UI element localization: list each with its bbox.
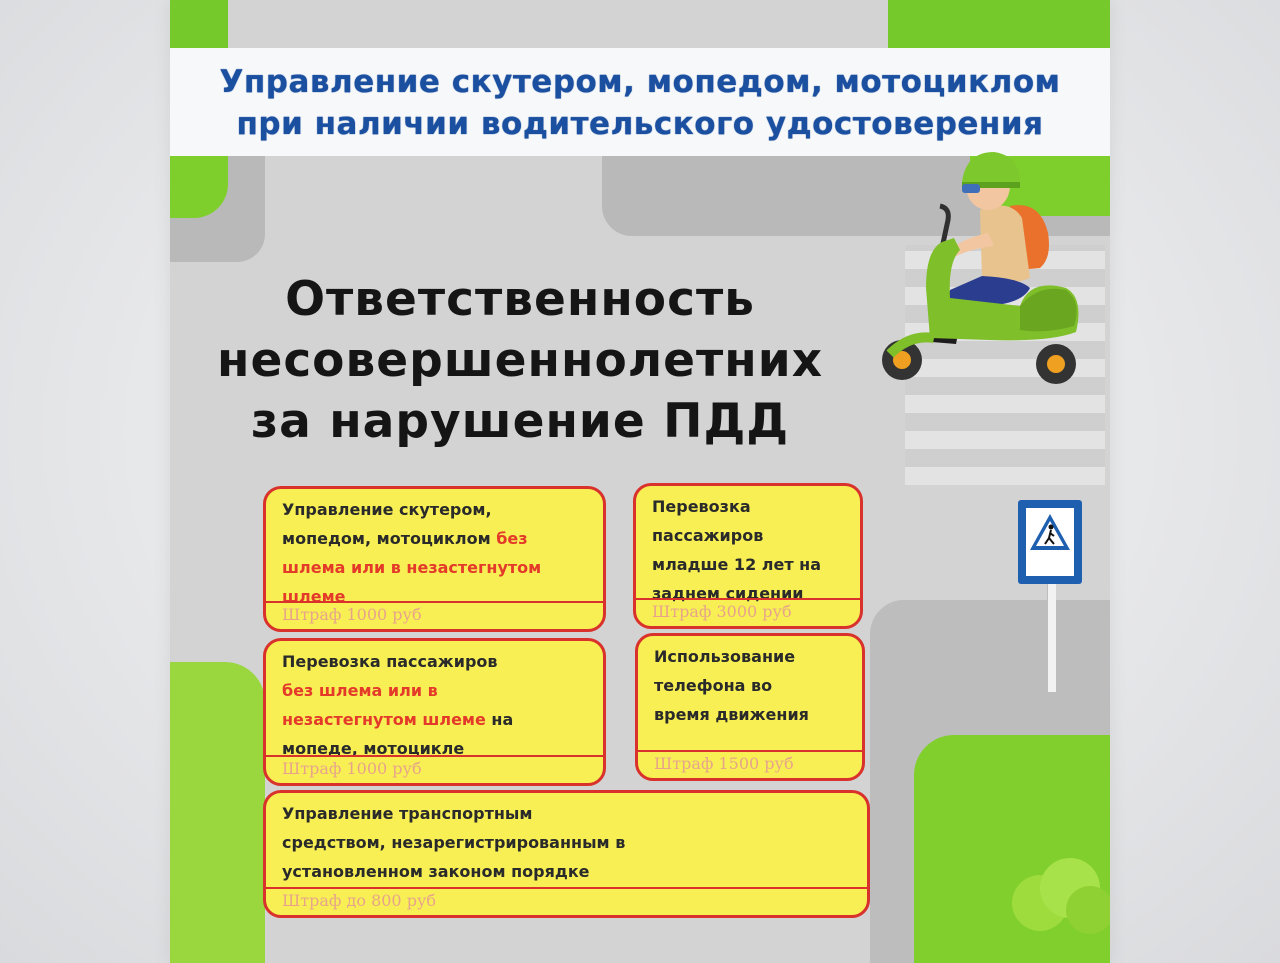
- violation-card-helmet: [263, 486, 606, 632]
- violation-card-phone-use: [635, 633, 865, 781]
- card-text-line: установленном законом порядке: [282, 862, 590, 881]
- title-line3: за нарушение ПДД: [250, 394, 790, 449]
- violation-card-passengers-under-12: [633, 483, 863, 629]
- grass-top-left: [170, 0, 228, 52]
- card-highlight-line: шлеме: [282, 587, 346, 606]
- pedestrian-crossing-sign-icon: [1018, 500, 1082, 584]
- fine-amount: Штраф 1000 руб: [266, 755, 603, 783]
- traffic-rules-poster: [170, 0, 1110, 963]
- grass-top-right: [888, 0, 1110, 52]
- card-highlight-text: незастегнутом шлеме: [282, 710, 486, 729]
- title-line1: Ответственность: [285, 272, 755, 327]
- card-highlight-line: без шлема или в: [282, 681, 438, 700]
- card-text-line: телефона во: [654, 676, 773, 695]
- card-text-line: время движения: [654, 705, 809, 724]
- card-text-line: мопеде, мотоцикле: [282, 739, 465, 758]
- scooter-rider-illustration: [870, 138, 1110, 398]
- fine-amount: Штраф 3000 руб: [636, 598, 860, 626]
- violation-card-unregistered-vehicle: [263, 790, 870, 918]
- header-subtitle-line2: при наличии водительского удостоверения: [236, 106, 1044, 142]
- card-text-fragment: мопедом, мотоциклом: [282, 529, 497, 548]
- fine-amount: Штраф до 800 руб: [266, 887, 867, 915]
- fine-amount: Штраф 1500 руб: [638, 750, 862, 778]
- card-text-line: Перевозка пассажиров: [282, 652, 498, 671]
- card-highlight-line: шлема или в незастегнутом: [282, 558, 542, 577]
- card-text-line: заднем сидении: [652, 584, 804, 603]
- card-text-line: Использование: [654, 647, 796, 666]
- card-text-line: [282, 524, 591, 553]
- card-text-fragment: на: [485, 710, 514, 729]
- pedestrian-figure-icon: [1026, 508, 1074, 576]
- card-text-line: Управление скутером,: [282, 500, 492, 519]
- violation-card-passengers-helmet: [263, 638, 606, 786]
- sign-panel: [1024, 506, 1076, 578]
- title-line2: несовершеннолетних: [216, 333, 824, 388]
- grass-bottom-left: [170, 662, 265, 963]
- header-subtitle-line1: Управление скутером, мопедом, мотоциклом: [219, 64, 1061, 100]
- card-text-line: пассажиров: [652, 526, 764, 545]
- card-text-line: младше 12 лет на: [652, 555, 822, 574]
- card-highlight-text: без: [496, 529, 528, 548]
- fine-amount: Штраф 1000 руб: [266, 601, 603, 629]
- bush-icon: [1010, 848, 1110, 938]
- card-text-line: Перевозка: [652, 497, 751, 516]
- card-text-line: [282, 705, 591, 734]
- sign-pole: [1047, 584, 1056, 692]
- card-text-line: Управление транспортным: [282, 804, 533, 823]
- card-text-line: средством, незарегистрированным в: [282, 833, 626, 852]
